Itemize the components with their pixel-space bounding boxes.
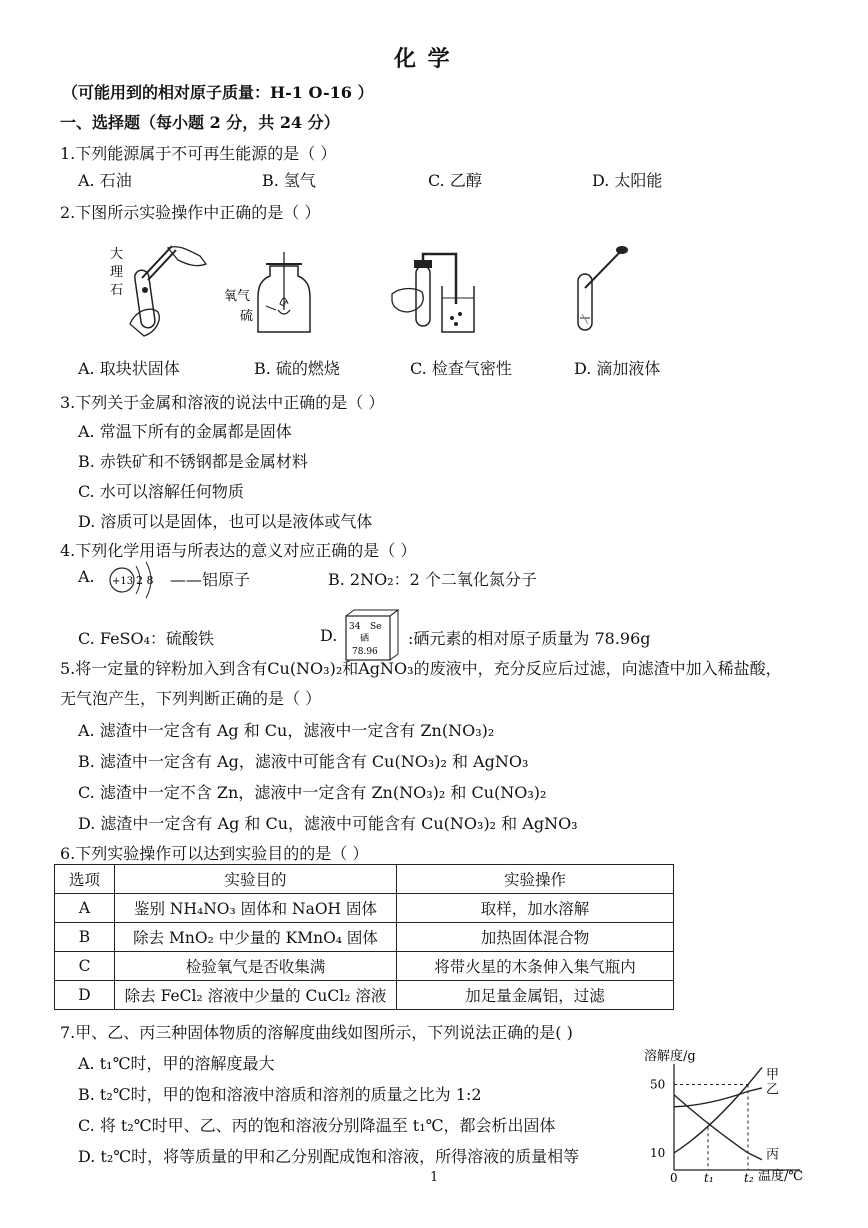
- chart-ylabel: 溶解度/g: [644, 1049, 696, 1064]
- airtightness-check-illustration: [386, 248, 486, 338]
- q4-option-a-text: ——铝原子: [170, 570, 251, 589]
- x-tick-label: 0: [670, 1171, 678, 1185]
- nucleus-charge: +13: [112, 576, 134, 587]
- table-cell: A: [55, 894, 115, 923]
- table-cell: C: [55, 952, 115, 981]
- q2-option-b: B. 硫的燃烧: [254, 359, 340, 378]
- question-6-stem: 6.下列实验操作可以达到实验目的的是（ ）: [60, 844, 369, 863]
- q5-option-d: D. 滤渣中一定含有 Ag 和 Cu，滤液中可能含有 Cu(NO₃)₂ 和 AgNO₃: [78, 814, 578, 833]
- chart-xlabel: 温度/℃: [758, 1169, 803, 1184]
- marble-label-2: 理: [110, 265, 124, 280]
- q1-option-b: B. 氢气: [262, 171, 316, 190]
- q5-option-a: A. 滤渣中一定含有 Ag 和 Cu，滤液中一定含有 Zn(NO₃)₂: [78, 721, 495, 740]
- table-cell: 将带火星的木条伸入集气瓶内: [397, 952, 674, 981]
- q4-option-c: C. FeSO₄：硫酸铁: [78, 629, 215, 648]
- sulfur-label: 硫: [240, 309, 254, 324]
- tile-atomic-number: 34: [349, 622, 361, 632]
- q3-option-d: D. 溶质可以是固体，也可以是液体或气体: [78, 512, 373, 531]
- q4-option-b: B. 2NO₂：2 个二氧化氮分子: [328, 570, 537, 589]
- solubility-curve-chart: [640, 1046, 812, 1186]
- x-tick-label: t₂: [744, 1171, 754, 1185]
- table-header-cell: 实验操作: [397, 865, 674, 894]
- table-row: [55, 894, 674, 923]
- q6-table: [54, 864, 674, 1010]
- series-label-甲: 甲: [766, 1067, 780, 1083]
- table-cell: 鉴别 NH₄NO₃ 固体和 NaOH 固体: [115, 894, 397, 923]
- question-3-stem: 3.下列关于金属和溶液的说法中正确的是（ ）: [60, 393, 385, 412]
- table-row: [55, 952, 674, 981]
- table-cell: B: [55, 923, 115, 952]
- q3-option-b: B. 赤铁矿和不锈钢都是金属材料: [78, 452, 308, 471]
- q3-option-a: A. 常温下所有的金属都是固体: [78, 422, 292, 441]
- tile-mass: 78.96: [352, 647, 378, 657]
- y-tick-label: 50: [650, 1077, 666, 1092]
- q7-option-c: C. 将 t₂℃时甲、乙、丙的饱和溶液分别降温至 t₁℃，都会析出固体: [78, 1116, 556, 1135]
- q7-option-b: B. t₂℃时，甲的饱和溶液中溶质和溶剂的质量之比为 1:2: [78, 1085, 482, 1104]
- table-cell: 取样，加水溶解: [397, 894, 674, 923]
- page-title: 化 学: [394, 46, 452, 72]
- question-1-stem: 1.下列能源属于不可再生能源的是（ ）: [60, 144, 337, 163]
- q1-option-d: D. 太阳能: [592, 171, 663, 190]
- selenium-element-tile: [344, 608, 404, 662]
- table-header-cell: 实验目的: [115, 865, 397, 894]
- series-line-甲: [674, 1067, 762, 1152]
- table-cell: 检验氧气是否收集满: [115, 952, 397, 981]
- series-label-丙: 丙: [766, 1147, 780, 1163]
- table-cell: D: [55, 981, 115, 1010]
- tile-symbol: Se: [370, 622, 382, 632]
- q5-option-c: C. 滤渣中一定不含 Zn，滤液中一定含有 Zn(NO₃)₂ 和 Cu(NO₃)₂: [78, 783, 547, 802]
- atomic-mass-note: （可能用到的相对原子质量：H-1 O-16 ）: [62, 83, 374, 102]
- series-line-乙: [674, 1088, 762, 1107]
- marble-label-1: 大: [110, 247, 124, 262]
- x-tick-label: t₁: [704, 1171, 714, 1185]
- q5-option-b: B. 滤渣中一定含有 Ag，滤液中可能含有 Cu(NO₃)₂ 和 AgNO₃: [78, 752, 529, 771]
- q2-option-a: A. 取块状固体: [78, 359, 180, 378]
- marble-tongs-illustration: [108, 240, 218, 340]
- q2-option-c: C. 检查气密性: [410, 359, 512, 378]
- electron-shells: 2 8: [136, 574, 154, 587]
- q4-option-d-label: D.: [320, 626, 338, 645]
- q3-option-c: C. 水可以溶解任何物质: [78, 482, 244, 501]
- table-header-cell: 选项: [55, 865, 115, 894]
- table-cell: 除去 MnO₂ 中少量的 KMnO₄ 固体: [115, 923, 397, 952]
- table-cell: 加足量金属铝，过滤: [397, 981, 674, 1010]
- table-row: [55, 981, 674, 1010]
- q1-option-a: A. 石油: [78, 171, 132, 190]
- y-tick-label: 10: [650, 1145, 666, 1160]
- table-header-row: [55, 865, 674, 894]
- q2-option-d: D. 滴加液体: [574, 359, 661, 378]
- marble-label-3: 石: [110, 283, 124, 298]
- dropper-illustration: [566, 244, 636, 334]
- question-4-stem: 4.下列化学用语与所表达的意义对应正确的是（ ）: [60, 541, 417, 560]
- series-label-乙: 乙: [766, 1082, 780, 1098]
- q7-option-a: A. t₁℃时，甲的溶解度最大: [78, 1054, 275, 1073]
- table-row: [55, 923, 674, 952]
- tile-name: 硒: [360, 634, 370, 644]
- question-5-stem-line2: 无气泡产生，下列判断正确的是（ ）: [60, 689, 322, 708]
- table-cell: 除去 FeCl₂ 溶液中少量的 CuCl₂ 溶液: [115, 981, 397, 1010]
- question-5-stem-line1: 5.将一定量的锌粉加入到含有Cu(NO₃)₂和AgNO₃的废液中，充分反应后过滤，向滤渣中加入稀盐酸，: [60, 659, 782, 678]
- oxygen-label: 氧气: [224, 289, 251, 304]
- question-7-stem: 7.甲、乙、丙三种固体物质的溶解度曲线如图所示，下列说法正确的是( ): [60, 1023, 573, 1042]
- series-line-丙: [674, 1095, 762, 1160]
- page-number: 1: [430, 1170, 439, 1185]
- q7-option-d: D. t₂℃时，将等质量的甲和乙分别配成饱和溶液，所得溶液的质量相等: [78, 1147, 580, 1166]
- sulfur-burning-illustration: [222, 248, 322, 338]
- table-cell: 加热固体混合物: [397, 923, 674, 952]
- q1-option-c: C. 乙醇: [428, 171, 482, 190]
- section-heading: 一、选择题（每小题 2 分，共 24 分）: [60, 113, 340, 132]
- aluminum-atom-structure-diagram: [106, 558, 162, 602]
- q4-option-d-text: :硒元素的相对原子质量为 78.96g: [408, 629, 651, 648]
- question-2-stem: 2.下图所示实验操作中正确的是（ ）: [60, 203, 321, 222]
- q4-option-a-label: A.: [78, 567, 95, 586]
